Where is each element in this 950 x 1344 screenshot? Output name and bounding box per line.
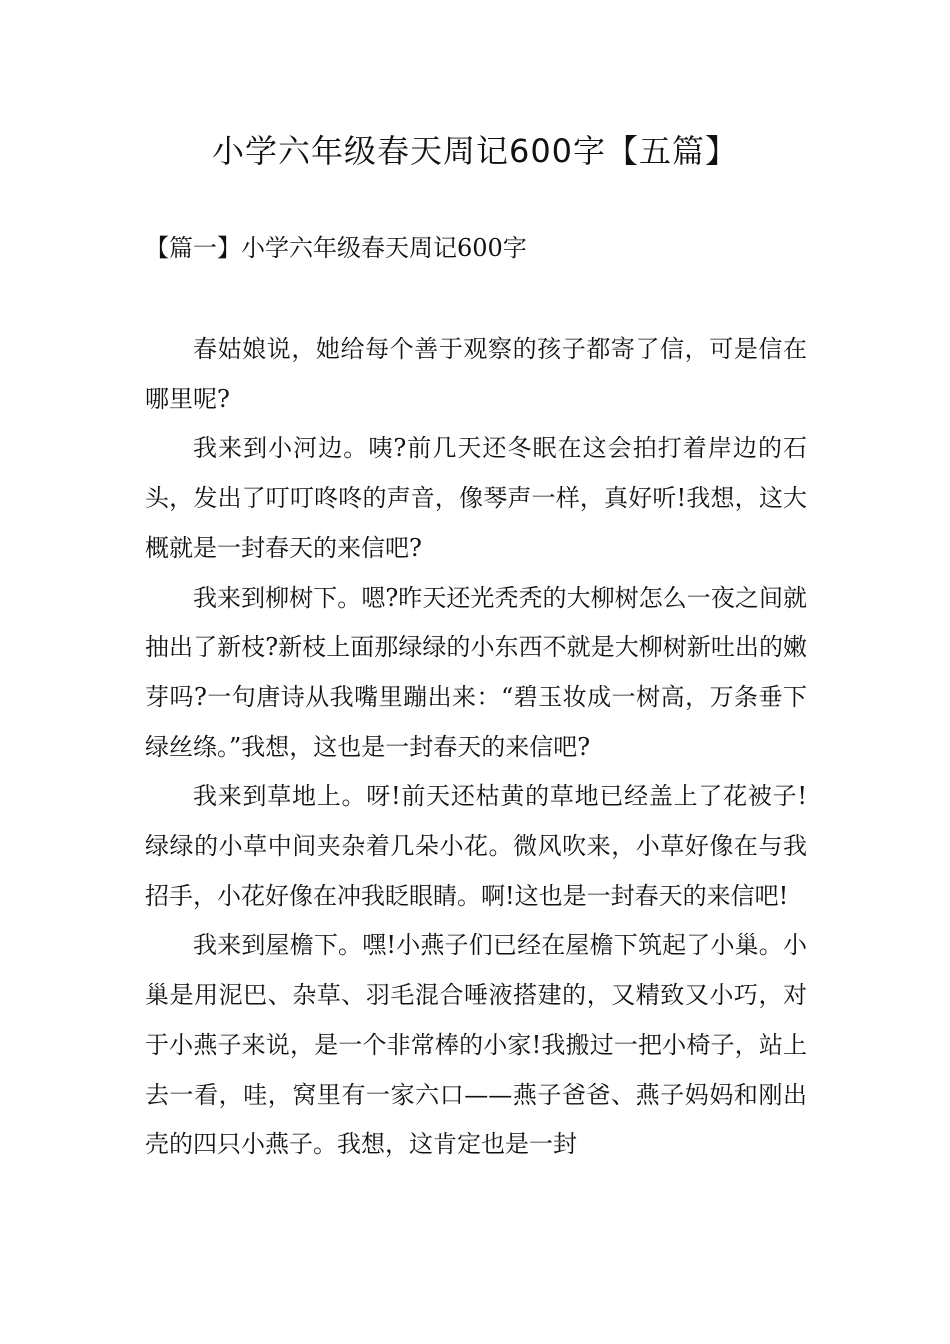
paragraph: 我来到屋檐下。嘿!小燕子们已经在屋檐下筑起了小巢。小巢是用泥巴、杂草、羽毛混合唾液搭建的，又精致又小巧，对于小燕子来说，是一个非常棒的小家!我搬过一把小椅子，站上去一看，哇，窝里有一家六口——燕子爸爸、燕子妈妈和刚出壳的四只小燕子。我想，这肯定也是一封 (145, 931, 807, 1159)
paragraph: 春姑娘说，她给每个善于观察的孩子都寄了信，可是信在哪里呢? (145, 335, 807, 413)
paragraph: 我来到柳树下。嗯?昨天还光秃秃的大柳树怎么一夜之间就抽出了新枝?新枝上面那绿绿的小东西不就是大柳树新吐出的嫩芽吗?一句唐诗从我嘴里蹦出来：“碧玉妆成一树高，万条垂下绿丝绦。”我想，这也是一封春天的来信吧? (145, 583, 807, 761)
paragraph: 我来到小河边。咦?前几天还冬眠在这会拍打着岸边的石头，发出了叮叮咚咚的声音，像琴声一样，真好听!我想，这大概就是一封春天的来信吧? (145, 434, 807, 562)
paragraph: 我来到草地上。呀!前天还枯黄的草地已经盖上了花被子!绿绿的小草中间夹杂着几朵小花。微风吹来，小草好像在与我招手，小花好像在冲我眨眼睛。啊!这也是一封春天的来信吧! (145, 782, 807, 910)
document-title: 小学六年级春天周记600字【五篇】 (211, 132, 739, 170)
section-heading: 【篇一】小学六年级春天周记600字 (145, 234, 527, 262)
body-text (145, 325, 807, 1170)
